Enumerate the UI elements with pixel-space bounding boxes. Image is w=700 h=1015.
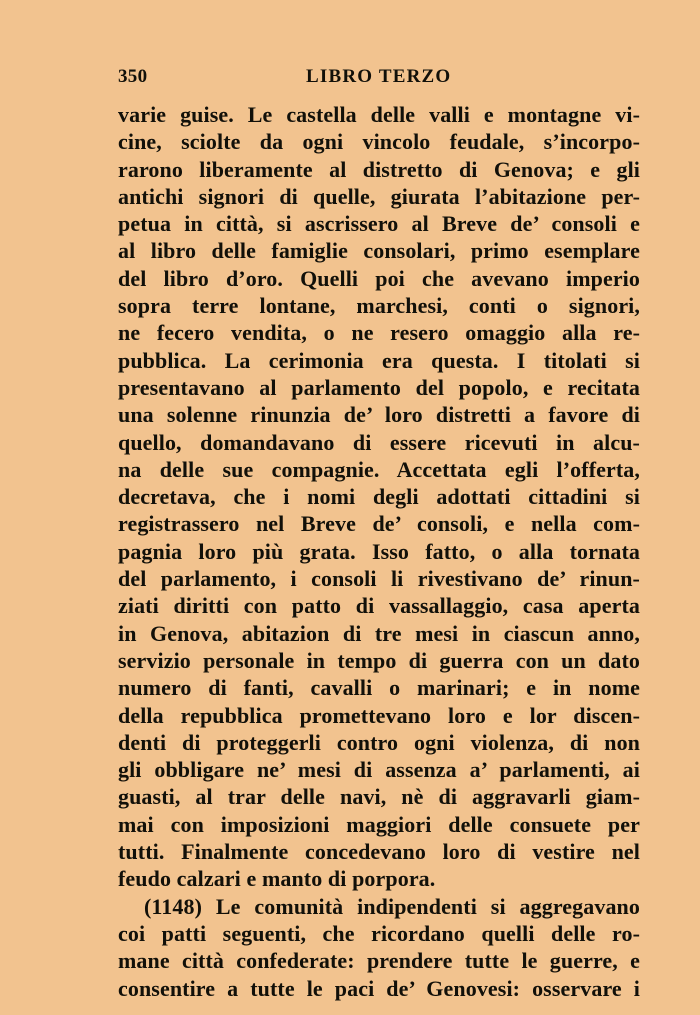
- running-title: LIBRO TERZO: [306, 66, 452, 87]
- text-line: una solenne rinunzia de’ loro distretti a favore di: [118, 402, 640, 428]
- running-head: [118, 66, 638, 96]
- text-line: cine, sciolte da ogni vincolo feudale, s’incorpo-: [118, 129, 640, 155]
- text-line: varie guise. Le castella delle valli e montagne vi-: [118, 102, 640, 127]
- page-number: 350: [118, 66, 148, 87]
- text-line: ne fecero vendita, o ne resero omaggio alla re-: [118, 320, 640, 346]
- text-line: quello, domandavano di essere ricevuti in alcu-: [118, 429, 640, 455]
- text-line: feudo calzari e manto di porpora.: [118, 866, 436, 892]
- text-line: guasti, al trar delle navi, nè di aggravarli giam-: [118, 784, 640, 810]
- text-line: sopra terre lontane, marchesi, conti o signori,: [118, 293, 640, 319]
- text-line: del parlamento, i consoli li rivestivano de’ rinun-: [118, 566, 640, 592]
- text-line: (1148) Le comunità indipendenti si aggregavano: [144, 893, 640, 919]
- text-line: rarono liberamente al distretto di Genova; e gli: [118, 156, 640, 182]
- text-line: al libro delle famiglie consolari, primo esemplare: [118, 238, 640, 264]
- text-line: del libro d’oro. Quelli poi che avevano imperio: [118, 265, 640, 291]
- body-text: [118, 101, 640, 1002]
- text-line: decretava, che i nomi degli adottati cittadini si: [118, 484, 640, 510]
- text-line: mane città confederate: prendere tutte le guerre, e: [118, 948, 640, 974]
- text-line: della repubblica promettevano loro e lor discen-: [118, 702, 640, 728]
- text-line: ziati diritti con patto di vassallaggio, casa aperta: [118, 593, 640, 619]
- text-line: numero di fanti, cavalli o marinari; e in nome: [118, 675, 640, 701]
- text-line: denti di proteggerli contro ogni violenza, di non: [118, 729, 640, 755]
- text-line: presentavano al parlamento del popolo, e recitata: [118, 374, 640, 400]
- text-line: pagnia loro più grata. Isso fatto, o alla tornata: [118, 538, 640, 564]
- text-line: gli obbligare ne’ mesi di assenza a’ parlamenti, ai: [118, 757, 640, 783]
- text-line: na delle sue compagnie. Accettata egli l’offerta,: [118, 456, 640, 482]
- text-line: servizio personale in tempo di guerra con un dato: [118, 647, 640, 673]
- text-line: petua in città, si ascrissero al Breve de’ consoli e: [118, 211, 640, 237]
- text-line: mai con imposizioni maggiori delle consuete per: [118, 811, 640, 837]
- text-line: coi patti seguenti, che ricordano quelli delle ro-: [118, 920, 640, 946]
- text-line: tutti. Finalmente concedevano loro di vestire nel: [118, 839, 640, 865]
- text-line: antichi signori di quelle, giurata l’abitazione per-: [118, 183, 640, 209]
- text-line: in Genova, abitazion di tre mesi in ciascun anno,: [118, 620, 640, 646]
- text-line: consentire a tutte le paci de’ Genovesi: osservare i: [118, 975, 640, 1001]
- text-line: registrassero nel Breve de’ consoli, e nella com-: [118, 511, 640, 537]
- text-line: pubblica. La cerimonia era questa. I titolati si: [118, 347, 640, 373]
